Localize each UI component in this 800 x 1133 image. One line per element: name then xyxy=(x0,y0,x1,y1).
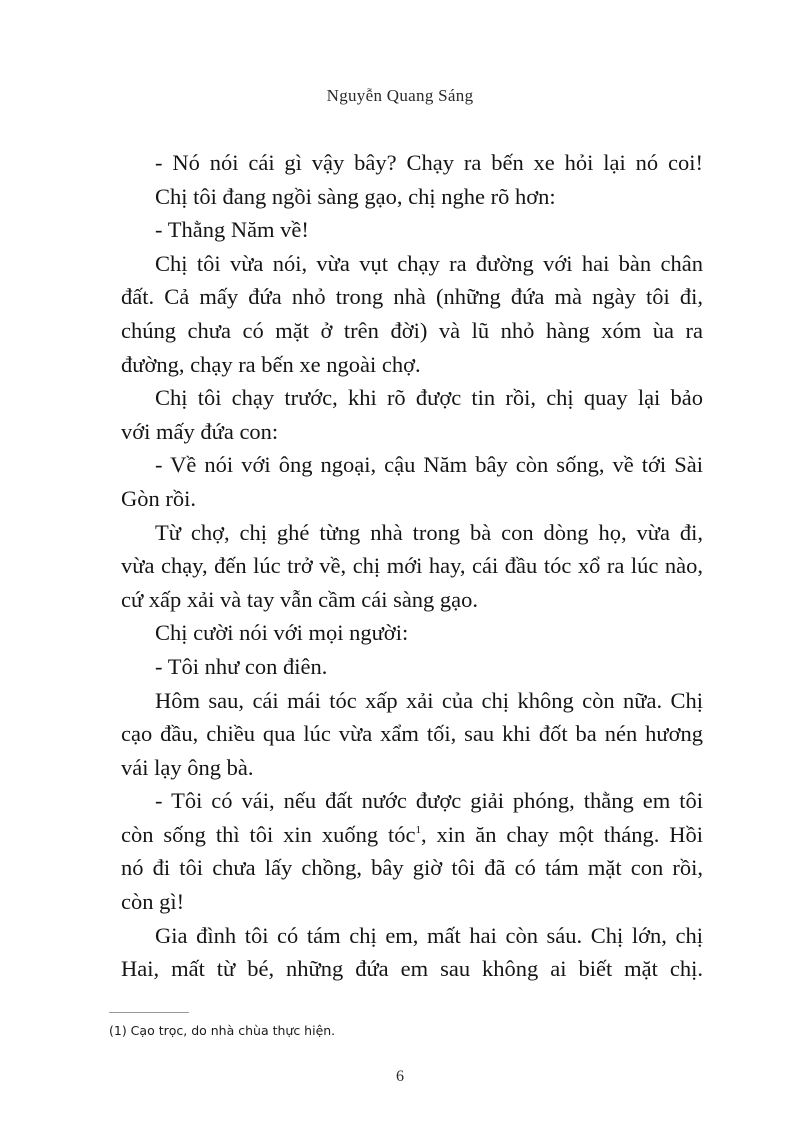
text-line: Chị tôi vừa nói, vừa vụt chạy ra đường với hai bàn chân xyxy=(155,250,703,276)
text-line: - Thằng Năm về! xyxy=(155,217,309,243)
text-line: còn gì! xyxy=(121,889,185,915)
page-body-text xyxy=(121,146,703,986)
text-line: Hôm sau, cái mái tóc xấp xải của chị không còn nữa. Chị xyxy=(155,687,703,713)
text-line: vừa chạy, đến lúc trở về, chị mới hay, cái đầu tóc xổ ra lúc nào, xyxy=(121,553,703,579)
footnote-reference: 1 xyxy=(415,823,422,836)
text-line: Chị tôi đang ngồi sàng gạo, chị nghe rõ hơn: xyxy=(155,183,556,209)
footnote-text: (1) Cạo trọc, do nhà chùa thực hiện. xyxy=(109,1023,336,1038)
text-line: đất. Cả mấy đứa nhỏ trong nhà (những đứa mà ngày tôi đi, xyxy=(121,284,703,310)
text-line: Chị cười nói với mọi người: xyxy=(155,620,409,646)
text-line: - Tôi như con điên. xyxy=(155,653,328,679)
text-segment: , xin ăn chay một tháng. Hồi xyxy=(421,821,703,847)
text-line: - Tôi có vái, nếu đất nước được giải phóng, thằng em tôi xyxy=(155,788,703,814)
text-line: - Về nói với ông ngoại, cậu Năm bây còn sống, về tới Sài xyxy=(155,452,703,478)
text-line: nó đi tôi chưa lấy chồng, bây giờ tôi đã có tám mặt con rồi, xyxy=(121,855,703,881)
text-line: Chị tôi chạy trước, khi rõ được tin rồi, chị quay lại bảo xyxy=(155,385,703,411)
text-line: Hai, mất từ bé, những đứa em sau không ai biết mặt chị. xyxy=(121,956,703,982)
footnote-divider xyxy=(109,1012,189,1013)
text-line: Gia đình tôi có tám chị em, mất hai còn sáu. Chị lớn, chị xyxy=(155,922,703,948)
text-line: vái lạy ông bà. xyxy=(121,754,254,780)
text-line: cạo đầu, chiều qua lúc vừa xẩm tối, sau khi đốt ba nén hương xyxy=(121,721,703,747)
text-line: - Nó nói cái gì vậy bây? Chạy ra bến xe hỏi lại nó coi! xyxy=(155,150,703,175)
text-line: cứ xấp xải và tay vẫn cầm cái sàng gạo. xyxy=(121,586,479,612)
running-header-author: Nguyễn Quang Sáng xyxy=(326,86,474,105)
text-segment: còn sống thì tôi xin xuống tóc xyxy=(121,821,416,847)
text-line-with-footnote xyxy=(121,818,703,852)
text-line: Từ chợ, chị ghé từng nhà trong bà con dòng họ, vừa đi, xyxy=(155,519,703,545)
page-number: 6 xyxy=(396,1068,404,1085)
text-line: chúng chưa có mặt ở trên đời) và lũ nhỏ hàng xóm ùa ra xyxy=(121,317,703,343)
text-line: Gòn rồi. xyxy=(121,485,196,511)
text-line: đường, chạy ra bến xe ngoài chợ. xyxy=(121,351,421,377)
text-line: với mấy đứa con: xyxy=(121,418,279,444)
